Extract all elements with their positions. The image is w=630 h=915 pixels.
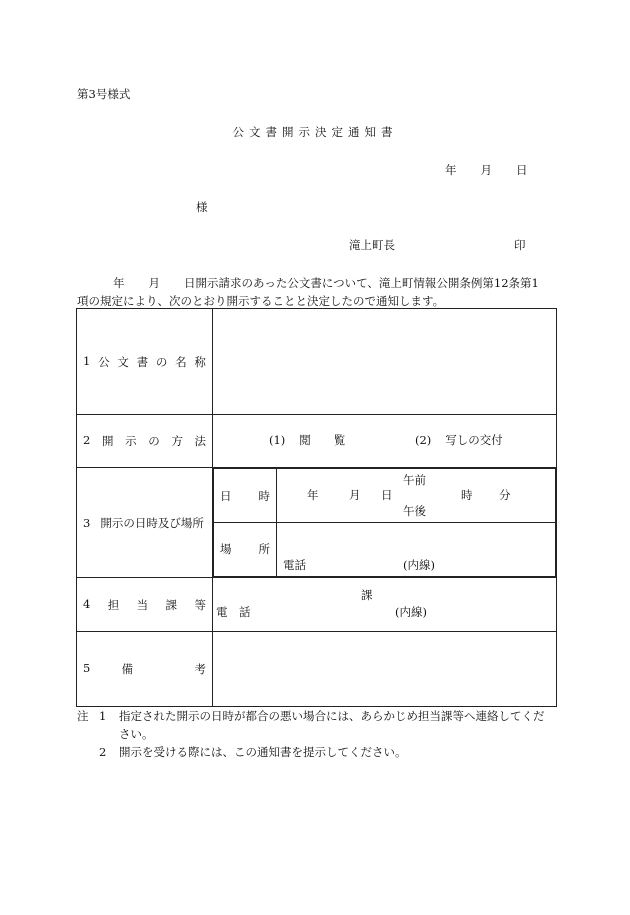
label-char: 名 (175, 354, 187, 369)
note-text-cont: さい。 (119, 727, 154, 741)
row-number: 3 (83, 515, 91, 530)
row-document-name (77, 309, 557, 415)
note-number: 2 (99, 745, 107, 759)
date-day-label: 日 (516, 163, 528, 177)
form-number: 第3号様式 (77, 87, 131, 101)
document-name-field[interactable] (213, 309, 557, 415)
option-label: 写しの交付 (445, 433, 503, 447)
note-spacer (77, 743, 99, 761)
note-text: 指定された開示の日時が都合の悪い場合には、あらかじめ担当課等へ連絡してくだ (119, 709, 545, 723)
row-remarks (77, 632, 557, 707)
label-char: 称 (194, 354, 206, 369)
note-number: 1 (99, 709, 107, 723)
option-inspection[interactable] (269, 432, 345, 448)
note-item (77, 707, 557, 743)
label-char: の (155, 354, 168, 369)
option-number: (2) (415, 433, 432, 447)
label-char: 方 (171, 434, 183, 448)
label-char: 課 (165, 597, 178, 612)
label-char: 所 (258, 542, 270, 556)
date-line (445, 162, 528, 178)
intro-year: 年 (113, 276, 125, 290)
row-number: 4 (83, 596, 91, 611)
datetime-place-inner (213, 468, 556, 577)
row-datetime-place (77, 468, 557, 578)
label-char: 当 (136, 597, 149, 612)
decision-table (76, 308, 557, 707)
notes-section (77, 707, 557, 761)
datetime-place-cell (213, 468, 557, 578)
disclosure-method-options (213, 415, 557, 468)
remarks-field[interactable] (213, 632, 557, 707)
label-char: 時 (258, 488, 270, 503)
label-char: 備 (121, 662, 134, 676)
note-text: 開示を受ける際には、この通知書を提示してください。 (119, 745, 407, 759)
day-label: 日 (381, 488, 393, 502)
label-char: 考 (194, 662, 206, 676)
responsible-section-field[interactable] (213, 578, 557, 632)
row-number: 5 (83, 661, 91, 675)
hour-label: 時 (461, 488, 473, 502)
datetime-row (214, 469, 556, 523)
row-responsible-section (77, 578, 557, 632)
label-char: 担 (107, 597, 120, 612)
label-disclosure-method (77, 415, 213, 468)
label-char: 公 (98, 354, 110, 369)
note-item (77, 743, 557, 761)
row-disclosure-method (77, 415, 557, 468)
seal-mark: 印 (514, 238, 526, 252)
notes-head: 注 (77, 709, 89, 723)
document-title: 公文書開示決定通知書 (232, 125, 398, 139)
note-body (119, 707, 557, 743)
extension-label: (内線) (403, 558, 435, 572)
row-number: 1 (83, 353, 91, 368)
phone-label: 電 話 (216, 605, 251, 619)
addressee-suffix: 様 (196, 200, 208, 214)
month-label: 月 (349, 488, 361, 502)
intro-line1-text: 日開示請求のあった公文書について、滝上町情報公開条例第12条第1 (184, 276, 539, 290)
year-label: 年 (307, 488, 319, 502)
label-char: 開 (101, 434, 114, 448)
label-char: 場 (220, 542, 232, 556)
am-label: 午前 (403, 473, 426, 487)
option-copy[interactable] (415, 432, 503, 448)
intro-line-1 (77, 274, 557, 292)
intro-line-2: 項の規定により、次のとおり開示することと決定したので通知します。 (77, 294, 445, 308)
section-label: 課 (361, 588, 373, 602)
datetime-field[interactable] (277, 469, 556, 523)
label-document-name (77, 309, 213, 415)
issuer-name: 滝上町長 (349, 238, 395, 252)
extension-label: (内線) (395, 605, 427, 619)
place-field[interactable] (277, 523, 556, 577)
option-label: 閲 覧 (299, 433, 346, 447)
datetime-label (214, 469, 277, 523)
intro-paragraph (77, 274, 557, 310)
row-number: 2 (83, 433, 91, 447)
label-char: 等 (194, 597, 206, 612)
label-char: 日 (220, 488, 232, 503)
label-char: の (148, 434, 160, 448)
label-char: 文 (117, 354, 129, 369)
label-responsible-section (77, 578, 213, 632)
pm-label: 午後 (403, 504, 426, 518)
label-datetime-place (77, 468, 213, 578)
label-text: 開示の日時及び場所 (100, 515, 204, 530)
date-month-label: 月 (480, 163, 492, 177)
label-char: 書 (136, 354, 149, 369)
intro-month: 月 (148, 276, 160, 290)
place-row (214, 523, 556, 577)
label-char: 法 (194, 434, 206, 448)
option-number: (1) (269, 433, 286, 447)
date-year-label: 年 (445, 163, 457, 177)
minute-label: 分 (499, 488, 511, 502)
label-char: 示 (125, 434, 137, 448)
place-label (214, 523, 277, 577)
phone-label: 電話 (283, 558, 306, 572)
label-remarks (77, 632, 213, 707)
